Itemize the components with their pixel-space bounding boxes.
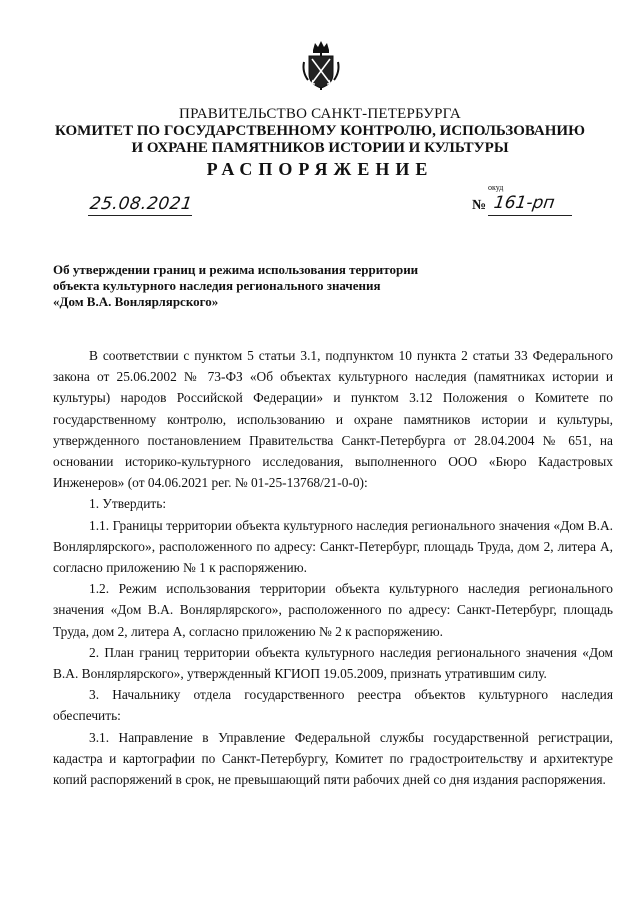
date-underline [88,215,192,216]
government-title: ПРАВИТЕЛЬСТВО САНКТ-ПЕТЕРБУРГА [179,106,461,122]
document-number: 161-рп [492,193,556,213]
paragraph-preamble: В соответствии с пунктом 5 статьи 3.1, подпунктом 10 пункта 2 статьи 33 Федерального закона от 25.06.2002 № 73-ФЗ «Об объектах культурного наследия (памятниках истории и культуры) народов Российской Федерации» и пунктом 3.12 Положения о Комитете по государственному контролю, использованию и охране памятников истории и культуры, утвержденного постановлением Правительства Санкт-Петербурга от 28.04.2004 № 651, на основании историко-культурного исследования, выполненного ООО «Бюро Кадастровых Инженеров» (от 04.06.2021 рег. № 01-25-13768/21-0-0): [53,348,613,491]
paragraph-1-2: 1.2. Режим использования территории объекта культурного наследия регионального значения «Дом В.А. Вонлярлярского», расположенного по адресу: Санкт-Петербург, площадь Труда, дом 2, литера А, согласно приложению № 2 к распоряжению. [53,581,613,639]
committee-title-line2: И ОХРАНЕ ПАМЯТНИКОВ ИСТОРИИ И КУЛЬТУРЫ [131,140,509,156]
number-underline [488,215,572,216]
paragraph-1-1: 1.1. Границы территории объекта культурного наследия регионального значения «Дом В.А. Вонлярлярского», расположенного по адресу: Санкт-Петербург, площадь Труда, дом 2, литера А, согласно приложению № 1 к распоряжению. [53,517,613,576]
number-note: окуд [488,183,504,192]
paragraph-3: 3. Начальнику отдела государственного реестра объектов культурного наследия обеспечить: [53,687,613,724]
committee-title [0,123,640,157]
subject-line2: объекта культурного наследия регионального значения [53,278,381,293]
document-body [53,345,613,790]
number-sign: № [472,198,487,213]
document-type: РАСПОРЯЖЕНИЕ [206,159,434,179]
paragraph-3-1: 3.1. Направление в Управление Федеральной службы государственной регистрации, кадастра и картографии по Санкт-Петербургу, Комитет по градостроительству и архитектуре копий распоряжений в срок, не превышающий пяти рабочих дней со дня издания распоряжения. [53,729,613,788]
saint-petersburg-coat-of-arms-icon [300,38,342,92]
document-date: 25.08.2021 [88,194,194,214]
subject-line3: «Дом В.А. Вонлярлярского» [53,294,219,309]
paragraph-1: 1. Утвердить: [89,496,167,512]
committee-title-line1: КОМИТЕТ ПО ГОСУДАРСТВЕННОМУ КОНТРОЛЮ, ИСПОЛЬЗОВАНИЮ [55,123,585,139]
document-subject [53,262,473,310]
paragraph-2: 2. План границ территории объекта культурного наследия регионального значения «Дом В.А. Вонлярлярского», утвержденный КГИОП 19.05.2009, признать утратившим силу. [53,644,613,682]
subject-line1: Об утверждении границ и режима использования территории [53,262,419,277]
